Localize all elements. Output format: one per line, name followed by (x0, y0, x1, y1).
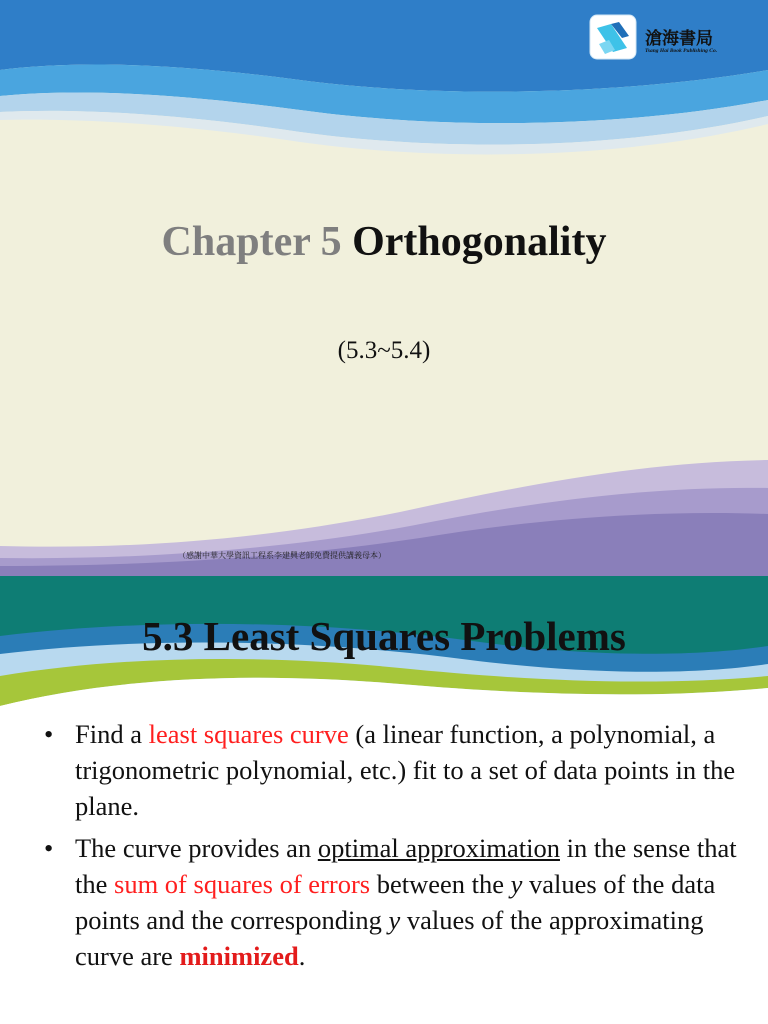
bullet-text: values of the approximating curve are (75, 905, 704, 971)
chapter-topic: Orthogonality (352, 219, 607, 265)
bullet-list (40, 716, 740, 980)
chapter-title (0, 218, 768, 266)
variable-y: y (388, 905, 401, 935)
bullet-text: values of the data points and the corresponding (75, 869, 716, 935)
slide-title: 5.3 Least Squares Problems (142, 613, 626, 659)
least-squares-slide (0, 576, 768, 1024)
bullet-marker: • (44, 719, 54, 749)
bullet-text: . (298, 941, 306, 971)
publisher-name: 滄海書局 (645, 29, 713, 49)
highlight-least-squares-curve: least squares curve (148, 719, 349, 749)
bullet-item (40, 830, 740, 974)
bullet-marker: • (44, 833, 54, 863)
variable-y: y (510, 869, 523, 899)
book-logo-icon (589, 14, 637, 60)
bullet-text: in the sense that the (75, 833, 737, 899)
highlight-sum-of-squares: sum of squares of errors (114, 869, 371, 899)
acknowledgement-note: （感謝中華大學資訊工程系李建興老師免費提供講義母本） (178, 551, 386, 560)
underlined-optimal-approximation: optimal approximation (317, 833, 560, 863)
chapter-number: Chapter 5 (161, 219, 342, 265)
bullet-text: (a linear function, a polynomial, a trigonometric polynomial, etc.) fit to a set of data points in the plane. (75, 719, 736, 821)
publisher-logo (589, 14, 739, 62)
highlight-minimized: minimized (179, 941, 299, 971)
section-range: (5.3~5.4) (337, 337, 431, 364)
bullet-text: The curve provides an (75, 833, 318, 863)
bullet-text: between the (370, 869, 511, 899)
publisher-subtitle: Tsang Hai Book Publishing Co. (645, 48, 718, 54)
bullet-text: Find a (75, 719, 149, 749)
bullet-item (40, 716, 740, 824)
